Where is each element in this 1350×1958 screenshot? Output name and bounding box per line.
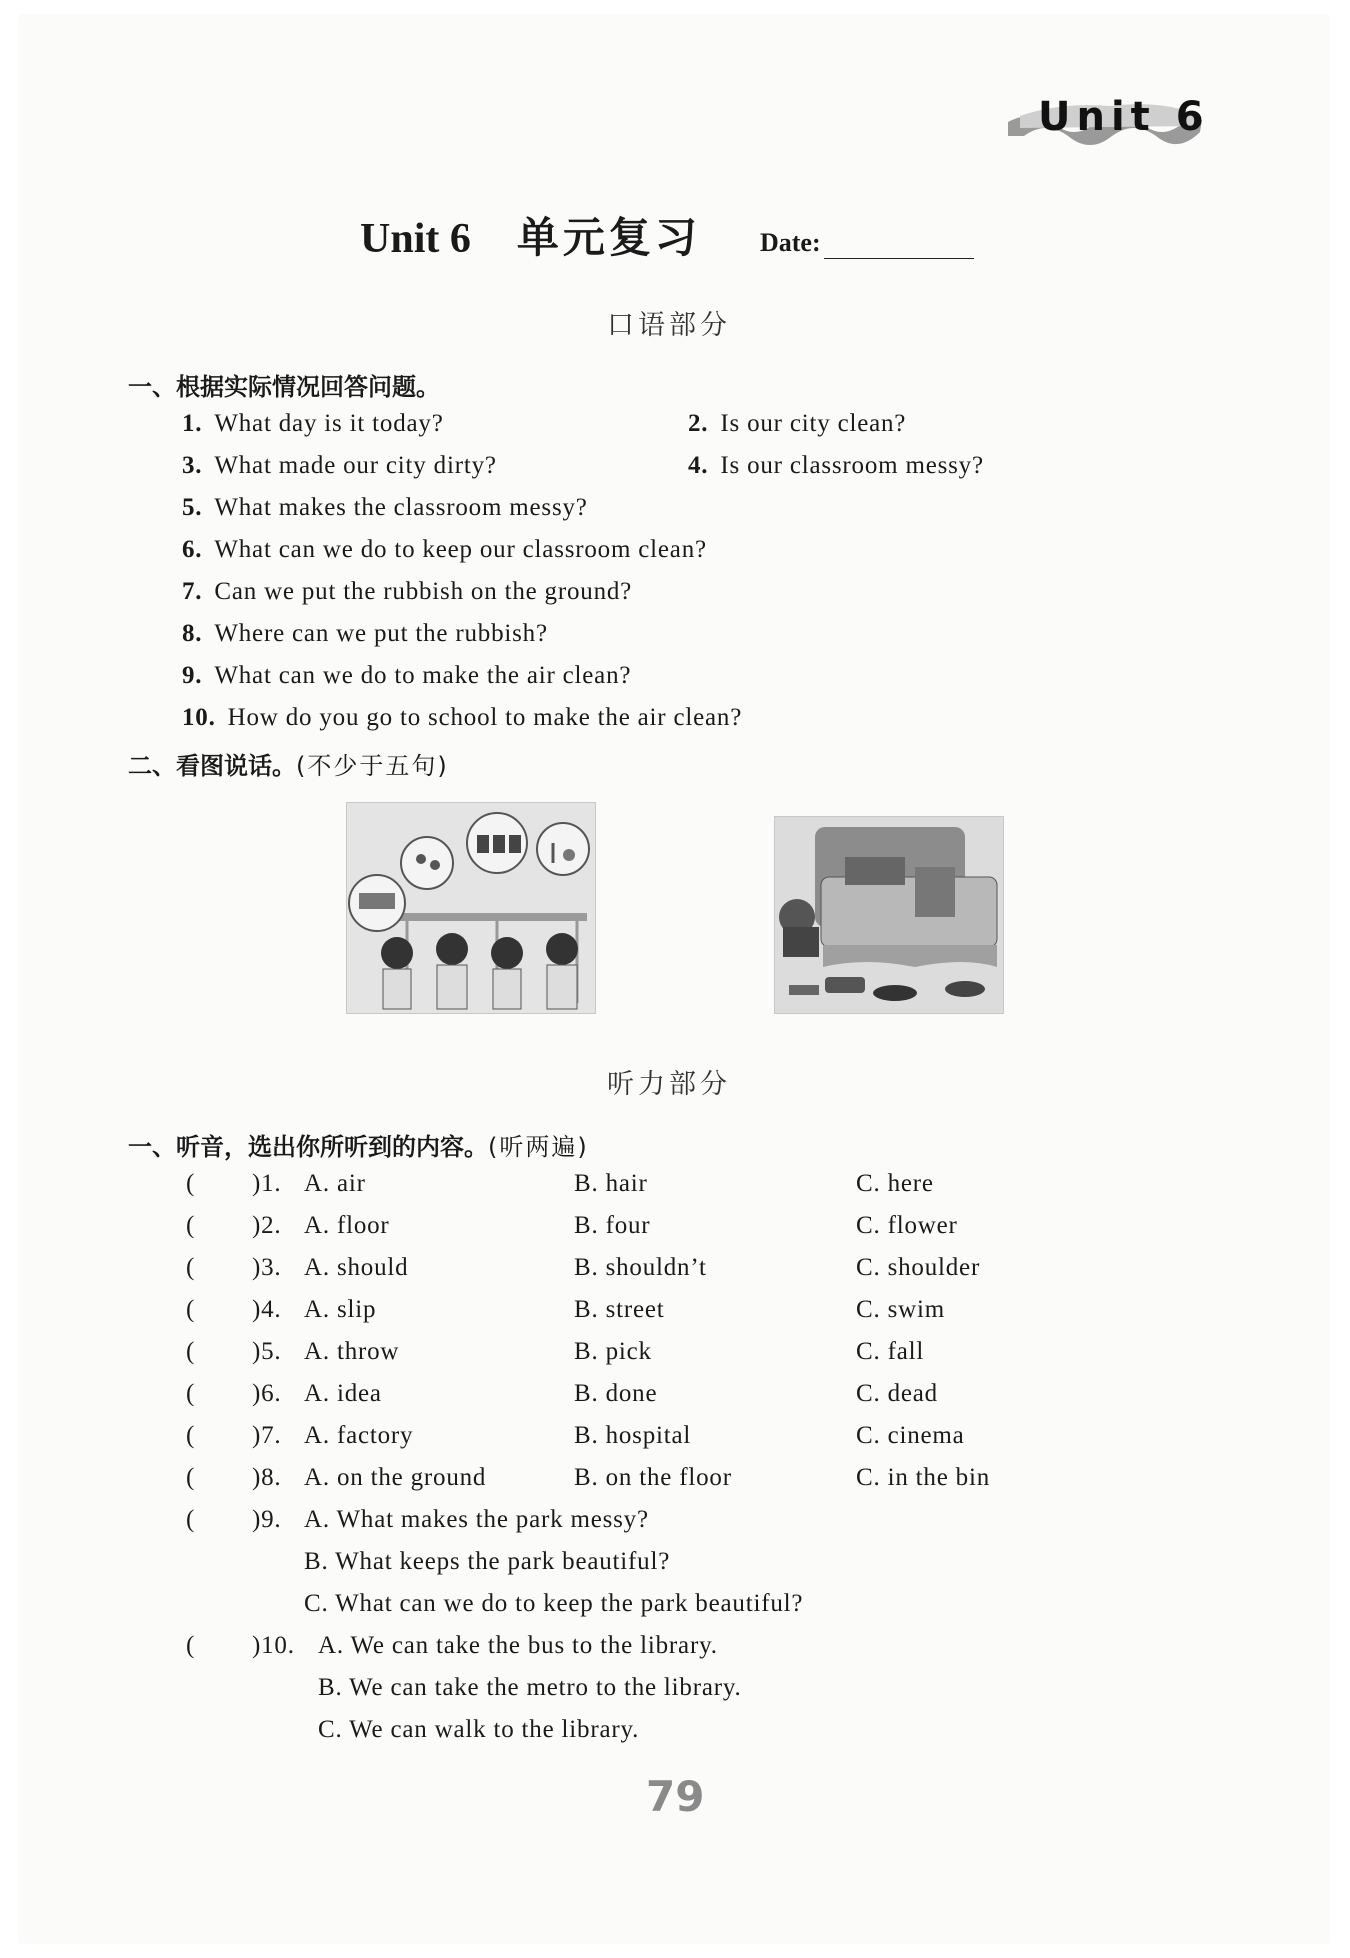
item-3-option-c: C. shoulder <box>856 1254 981 1281</box>
item-6-option-c: C. dead <box>856 1380 938 1407</box>
item-10-option-a: A. We can take the bus to the library. <box>318 1632 718 1659</box>
item-1-option-c: C. here <box>856 1170 934 1197</box>
question-5: 5. What makes the classroom messy? <box>182 494 588 521</box>
item-8-number: )8. <box>252 1464 282 1491</box>
item-7-option-c: C. cinema <box>856 1422 965 1449</box>
item-5-option-b: B. pick <box>574 1338 652 1365</box>
answer-bracket-4[interactable]: ( <box>186 1296 196 1323</box>
title-unit: Unit 6 <box>360 216 471 262</box>
item-6-option-b: B. done <box>574 1380 658 1407</box>
question-10: 10. How do you go to school to make the air clean? <box>182 704 743 731</box>
item-9-option-a: A. What makes the park messy? <box>304 1506 649 1533</box>
item-4-option-b: B. street <box>574 1296 665 1323</box>
question-4: 4. Is our classroom messy? <box>688 452 984 479</box>
item-9-number: )9. <box>252 1506 282 1533</box>
item-9-option-b: B. What keeps the park beautiful? <box>304 1548 671 1575</box>
messy-room-illustration <box>775 817 1003 1013</box>
page-number: 79 <box>646 1772 705 1821</box>
question-8: 8. Where can we put the rubbish? <box>182 620 548 647</box>
picture-messy-room <box>774 816 1004 1014</box>
date-underline <box>824 258 974 259</box>
item-7-option-b: B. hospital <box>574 1422 692 1449</box>
title-cn: 单元复习 <box>516 213 701 262</box>
item-2-option-a: A. floor <box>304 1212 390 1239</box>
item-7-number: )7. <box>252 1422 282 1449</box>
question-7: 7. Can we put the rubbish on the ground? <box>182 578 633 605</box>
item-4-option-c: C. swim <box>856 1296 945 1323</box>
item-5-option-c: C. fall <box>856 1338 925 1365</box>
item-6-number: )6. <box>252 1380 282 1407</box>
date-field[interactable] <box>760 228 821 258</box>
item-1-option-a: A. air <box>304 1170 366 1197</box>
item-2-option-c: C. flower <box>856 1212 958 1239</box>
answer-bracket-7[interactable]: ( <box>186 1422 196 1449</box>
answer-bracket-1[interactable]: ( <box>186 1170 196 1197</box>
unit-badge <box>1000 92 1210 154</box>
item-7-option-a: A. factory <box>304 1422 414 1449</box>
oral-part1-title: 一、根据实际情况回答问题。 <box>128 373 440 401</box>
question-2: 2. Is our city clean? <box>688 410 907 437</box>
item-10-number: )10. <box>252 1632 295 1659</box>
question-1: 1. What day is it today? <box>182 410 444 437</box>
oral-section-heading: 口语部分 <box>607 310 731 341</box>
answer-bracket-9[interactable]: ( <box>186 1506 196 1533</box>
item-3-number: )3. <box>252 1254 282 1281</box>
item-3-option-b: B. shouldn’t <box>574 1254 707 1281</box>
item-9-option-c: C. What can we do to keep the park beautiful? <box>304 1590 804 1617</box>
picture-children-thinking <box>346 802 596 1014</box>
item-2-number: )2. <box>252 1212 282 1239</box>
answer-bracket-10[interactable]: ( <box>186 1632 196 1659</box>
item-4-number: )4. <box>252 1296 282 1323</box>
item-6-option-a: A. idea <box>304 1380 382 1407</box>
question-3: 3. What made our city dirty? <box>182 452 497 479</box>
question-9: 9. What can we do to make the air clean? <box>182 662 632 689</box>
oral-part2-title: 二、看图说话。(不少于五句) <box>128 752 449 780</box>
item-10-option-b: B. We can take the metro to the library. <box>318 1674 742 1701</box>
item-1-number: )1. <box>252 1170 282 1197</box>
item-8-option-b: B. on the floor <box>574 1464 732 1491</box>
answer-bracket-6[interactable]: ( <box>186 1380 196 1407</box>
item-3-option-a: A. should <box>304 1254 409 1281</box>
item-1-option-b: B. hair <box>574 1170 648 1197</box>
page-title <box>360 205 701 265</box>
item-2-option-b: B. four <box>574 1212 651 1239</box>
item-5-number: )5. <box>252 1338 282 1365</box>
answer-bracket-5[interactable]: ( <box>186 1338 196 1365</box>
children-illustration <box>347 803 595 1013</box>
answer-bracket-3[interactable]: ( <box>186 1254 196 1281</box>
listening-section-heading: 听力部分 <box>607 1069 731 1100</box>
item-4-option-a: A. slip <box>304 1296 377 1323</box>
item-5-option-a: A. throw <box>304 1338 400 1365</box>
answer-bracket-8[interactable]: ( <box>186 1464 196 1491</box>
item-8-option-c: C. in the bin <box>856 1464 991 1491</box>
answer-bracket-2[interactable]: ( <box>186 1212 196 1239</box>
listening-part1-title: 一、听音，选出你所听到的内容。(听两遍) <box>128 1133 589 1161</box>
date-label: Date: <box>760 228 821 257</box>
item-8-option-a: A. on the ground <box>304 1464 487 1491</box>
item-10-option-c: C. We can walk to the library. <box>318 1716 640 1743</box>
badge-text: Unit 6 <box>1038 94 1210 140</box>
question-6: 6. What can we do to keep our classroom clean? <box>182 536 707 563</box>
